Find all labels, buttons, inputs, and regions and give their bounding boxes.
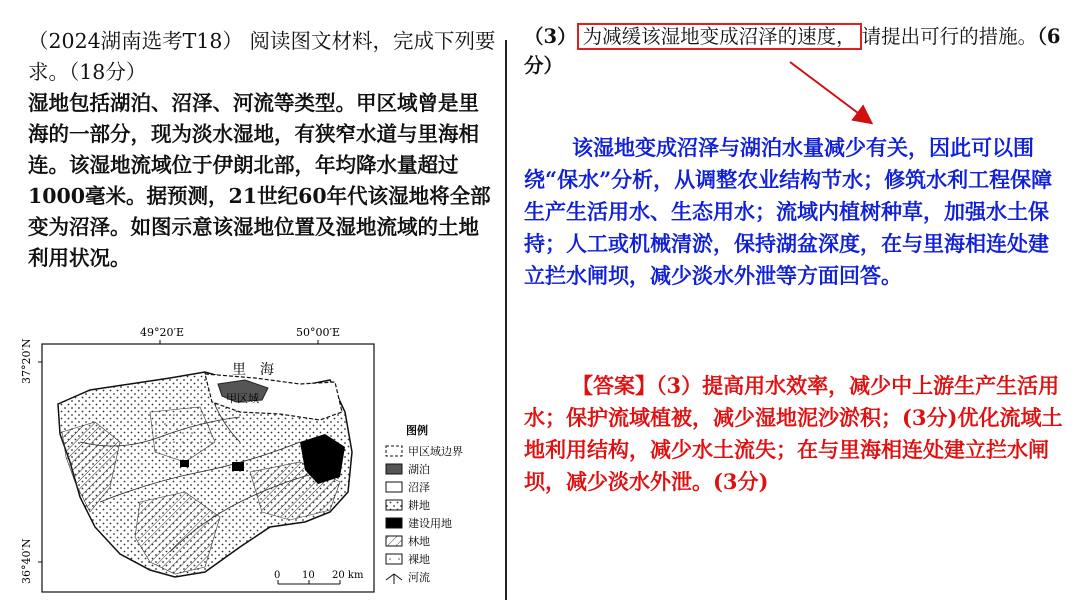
sub-question-score: （6分） [524, 25, 1061, 77]
svg-text:沼泽: 沼泽 [408, 481, 430, 494]
question-body: 湿地包括湖泊、沼泽、河流等类型。甲区域曾是里海的一部分，现为淡水湿地，有狭窄水道与里海相连。该湿地流域位于伊朗北部，年均降水量超过1000毫米。据预测，21世纪60年代该湿地将全部变为沼泽。如图示意该湿地位置及湿地流域的土地利用状况。 [28, 91, 491, 270]
region-label: 甲区域 [226, 392, 259, 405]
svg-text:20 km: 20 km [332, 570, 364, 581]
analysis-text: 该湿地变成沼泽与湖泊水量减少有关，因此可以围绕“保水”分析，从调整农业结构节水；修筑水利工程保障生产生活用水、生态用水；流域内植树种草，加强水土保持；人工或机械清淤，保持湖盆深度，在与里海相连处建立拦水闸坝，减少淡水外泄等方面回答。 [524, 135, 1053, 288]
svg-text:裸地: 裸地 [408, 553, 430, 566]
svg-text:湖泊: 湖泊 [408, 463, 430, 476]
sub-question-rest: 请提出可行的措施。 [861, 25, 1038, 48]
lat-label-2: 36°40′N [20, 538, 33, 584]
highlighted-phrase: 为减缓该湿地变成沼泽的速度， [577, 23, 862, 50]
lon-label-2: 50°00′E [296, 326, 341, 339]
sea-label: 里 海 [232, 362, 274, 378]
question-header: （2024湖南选考T18） 阅读图文材料，完成下列要求。（18分） [28, 29, 496, 84]
svg-text:林地: 林地 [408, 535, 430, 548]
legend-title: 图例 [406, 424, 428, 437]
svg-text:建设用地: 建设用地 [408, 517, 452, 530]
svg-text:耕地: 耕地 [408, 499, 430, 512]
answer-text: 【答案】（3）提高用水效率，减少中上游生产生活用水；保护流域植被，减少湿地泥沙淤积；(3分)优化流域土地利用结构，减少水土流失；在与里海相连处建立拦水闸坝，减少淡水外泄。(3分) [524, 373, 1063, 494]
svg-text:0: 0 [274, 570, 281, 581]
lon-label-1: 49°20′E [140, 326, 185, 339]
lat-label-1: 37°20′N [20, 338, 33, 384]
sub-question-number: （3） [524, 25, 577, 48]
svg-text:河流: 河流 [408, 571, 430, 584]
svg-text:10: 10 [302, 570, 315, 581]
svg-text:甲区域边界: 甲区域边界 [408, 445, 463, 458]
